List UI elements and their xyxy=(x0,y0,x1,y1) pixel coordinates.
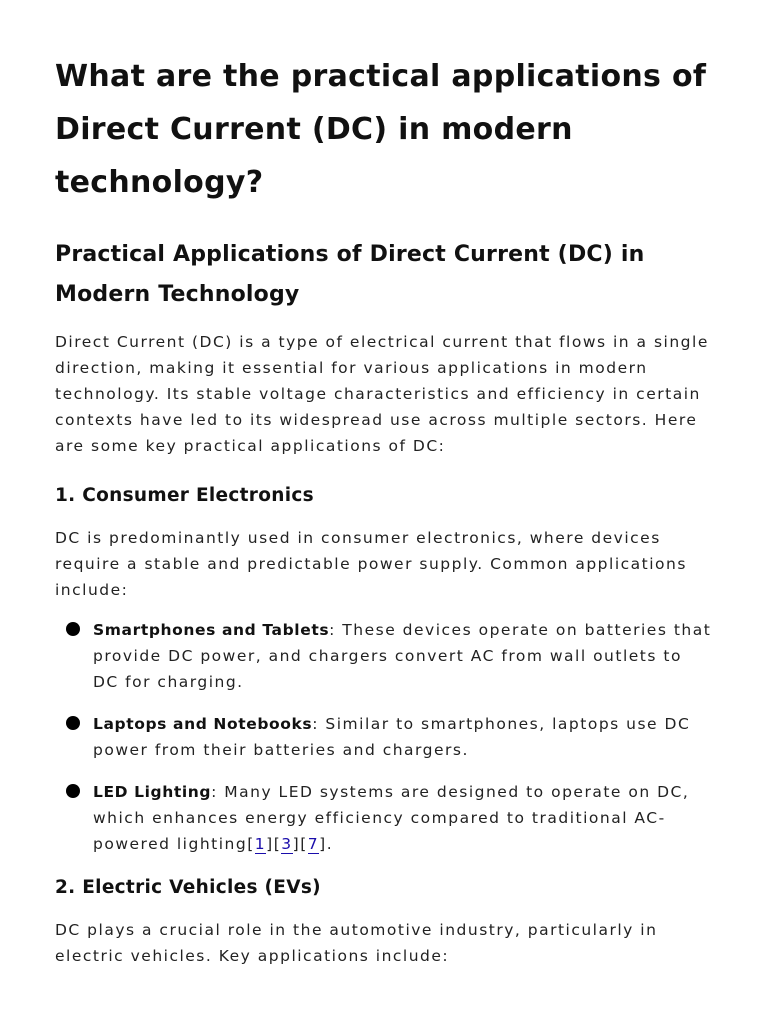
consumer-electronics-list xyxy=(55,617,712,857)
list-item-text: : Similar to smartphones, laptops use DC power from their batteries and chargers. xyxy=(93,715,691,759)
list-item xyxy=(55,711,712,763)
citation-link-7[interactable]: 7 xyxy=(307,835,320,853)
list-item xyxy=(55,617,712,695)
citation-bracket-close: ] xyxy=(319,835,327,853)
intro-paragraph: Direct Current (DC) is a type of electrical current that flows in a single direction, making it essential for various applications in modern technology. Its stable voltage characteristics and efficiency in certain contexts have led to its widespread use across multiple sectors. Here are some key practical applications of DC: xyxy=(55,333,709,455)
list-item-term: Laptops and Notebooks xyxy=(93,715,313,733)
list-item-tail: . xyxy=(326,835,334,853)
electric-vehicles-intro: DC plays a crucial role in the automotive industry, particularly in electric vehicles. Key applications include: xyxy=(55,921,658,965)
list-item-text: : These devices operate on batteries that provide DC power, and chargers convert AC from wall outlets to DC for charging. xyxy=(93,621,712,691)
citation-link-1[interactable]: 1 xyxy=(254,835,267,853)
section-title: Practical Applications of Direct Current (DC) in Modern Technology xyxy=(55,242,645,307)
citation-link-3[interactable]: 3 xyxy=(281,835,293,853)
list-item-text: : Many LED systems are designed to operate on DC, which enhances energy efficiency compared to traditional AC-powered lighting xyxy=(93,783,690,853)
bullet-icon xyxy=(66,716,80,730)
citation-bracket-open: [ xyxy=(247,835,255,853)
citation-bracket-close: ] xyxy=(292,835,301,853)
list-item xyxy=(55,779,712,857)
citation-bracket-open: [ xyxy=(273,835,282,853)
bullet-icon xyxy=(66,784,80,798)
list-item-term: LED Lighting xyxy=(93,783,212,801)
subsection-heading-consumer-electronics: 1. Consumer Electronics xyxy=(55,485,314,506)
subsection-heading-electric-vehicles: 2. Electric Vehicles (EVs) xyxy=(55,877,321,898)
page-title: What are the practical applications of Direct Current (DC) in modern technology? xyxy=(55,59,707,200)
citation-bracket-close: ] xyxy=(266,835,274,853)
bullet-icon xyxy=(66,622,80,636)
list-item-term: Smartphones and Tablets xyxy=(93,621,330,639)
consumer-electronics-intro: DC is predominantly used in consumer electronics, where devices require a stable and predictable power supply. Common applications include: xyxy=(55,529,687,599)
citation-bracket-open: [ xyxy=(300,835,308,853)
